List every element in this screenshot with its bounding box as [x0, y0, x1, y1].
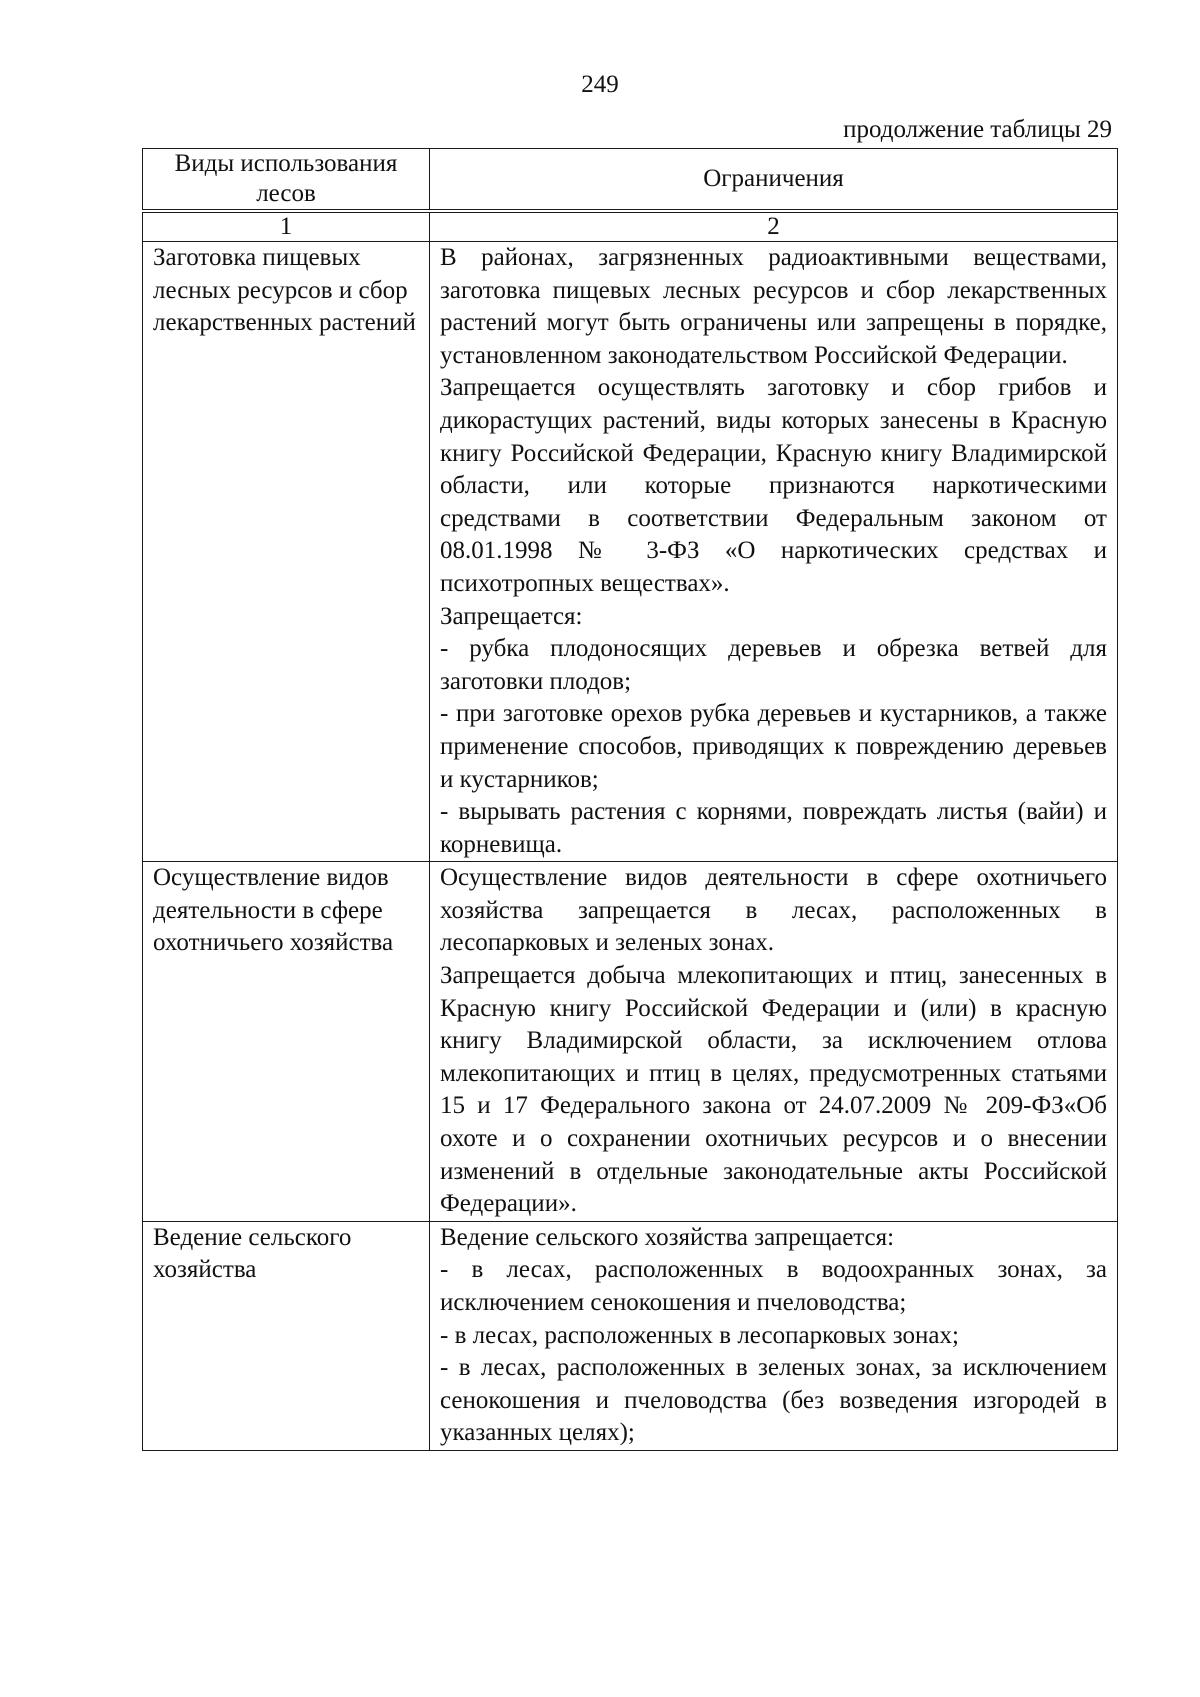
row-kind-label: Осуществление видов деятельности в сфере охотничьего хозяйства: [143, 862, 430, 1222]
header-restrictions: Ограничения: [430, 149, 1118, 212]
row-kind-label: Заготовка пищевых лесных ресурсов и сбор лекарственных растений: [143, 242, 430, 862]
restriction-paragraph: Ведение сельского хозяйства запрещается:: [440, 1223, 895, 1251]
restriction-paragraph: Запрещается добыча млекопитающих и птиц, занесенных в Красную книгу Российской Федерации и (или) в красную книгу Владимирской области, за исключением отлова млекопитающих и птиц в целях, предусмотренных статьями 15 и 17 Федерального закона от 24.07.2009 № 209-ФЗ«Об охоте и о сохранении охотничьих ресурсов и о внесении изменений в отдельные законодательные акты Российской Федерации».: [440, 962, 1107, 1218]
restriction-paragraph: - в лесах, расположенных в зеленых зонах, за исключением сенокошения и пчеловодства (без возведения изгородей в указанных целях);: [440, 1354, 1107, 1447]
table-caption: продолжение таблицы 29: [843, 116, 1112, 143]
header-forest-use-types: Виды использования лесов: [143, 149, 430, 212]
restriction-paragraph: - при заготовке орехов рубка деревьев и кустарников, а также применение способов, приводящих к повреждению деревьев и кустарников;: [440, 700, 1107, 793]
row-kind-label: Ведение сельского хозяйства: [143, 1221, 430, 1450]
restriction-paragraph: - рубка плодоносящих деревьев и обрезка ветвей для заготовки плодов;: [440, 635, 1107, 695]
table-row: [143, 242, 1118, 862]
table-row: [143, 862, 1118, 1222]
row-restrictions: [430, 1221, 1118, 1450]
column-number-row: [143, 211, 1118, 242]
column-number-1: 1: [143, 211, 430, 242]
restriction-paragraph: Запрещается осуществлять заготовку и сбор грибов и дикорастущих растений, виды которых занесены в Красную книгу Российской Федерации, Красную книгу Владимирской области, или которые признаются наркотическими средствами в соответствии Федеральным законом от 08.01.1998 № 3-ФЗ «О наркотических средствах и психотропных веществах».: [440, 374, 1107, 597]
restriction-paragraph: В районах, загрязненных радиоактивными веществами, заготовка пищевых лесных ресурсов и сбор лекарственных растений могут быть ограничены или запрещены в порядке, установленном законодательством Российской Федерации.: [440, 244, 1107, 369]
restrictions-table: [142, 148, 1118, 1451]
table-row: [143, 1221, 1118, 1450]
restriction-paragraph: - вырывать растения с корнями, повреждать листья (вайи) и корневища.: [440, 798, 1107, 858]
restriction-paragraph: - в лесах, расположенных в лесопарковых зонах;: [440, 1321, 959, 1349]
column-number-2: 2: [430, 211, 1118, 242]
restriction-paragraph: Запрещается:: [440, 602, 583, 630]
restriction-paragraph: Осуществление видов деятельности в сфере охотничьего хозяйства запрещается в лесах, расположенных в лесопарковых и зеленых зонах.: [440, 864, 1107, 957]
restriction-paragraph: - в лесах, расположенных в водоохранных зонах, за исключением сенокошения и пчеловодства;: [440, 1256, 1107, 1316]
page-number: 249: [581, 71, 619, 98]
row-restrictions: [430, 242, 1118, 862]
table-header-row: [143, 149, 1118, 212]
row-restrictions: [430, 862, 1118, 1222]
